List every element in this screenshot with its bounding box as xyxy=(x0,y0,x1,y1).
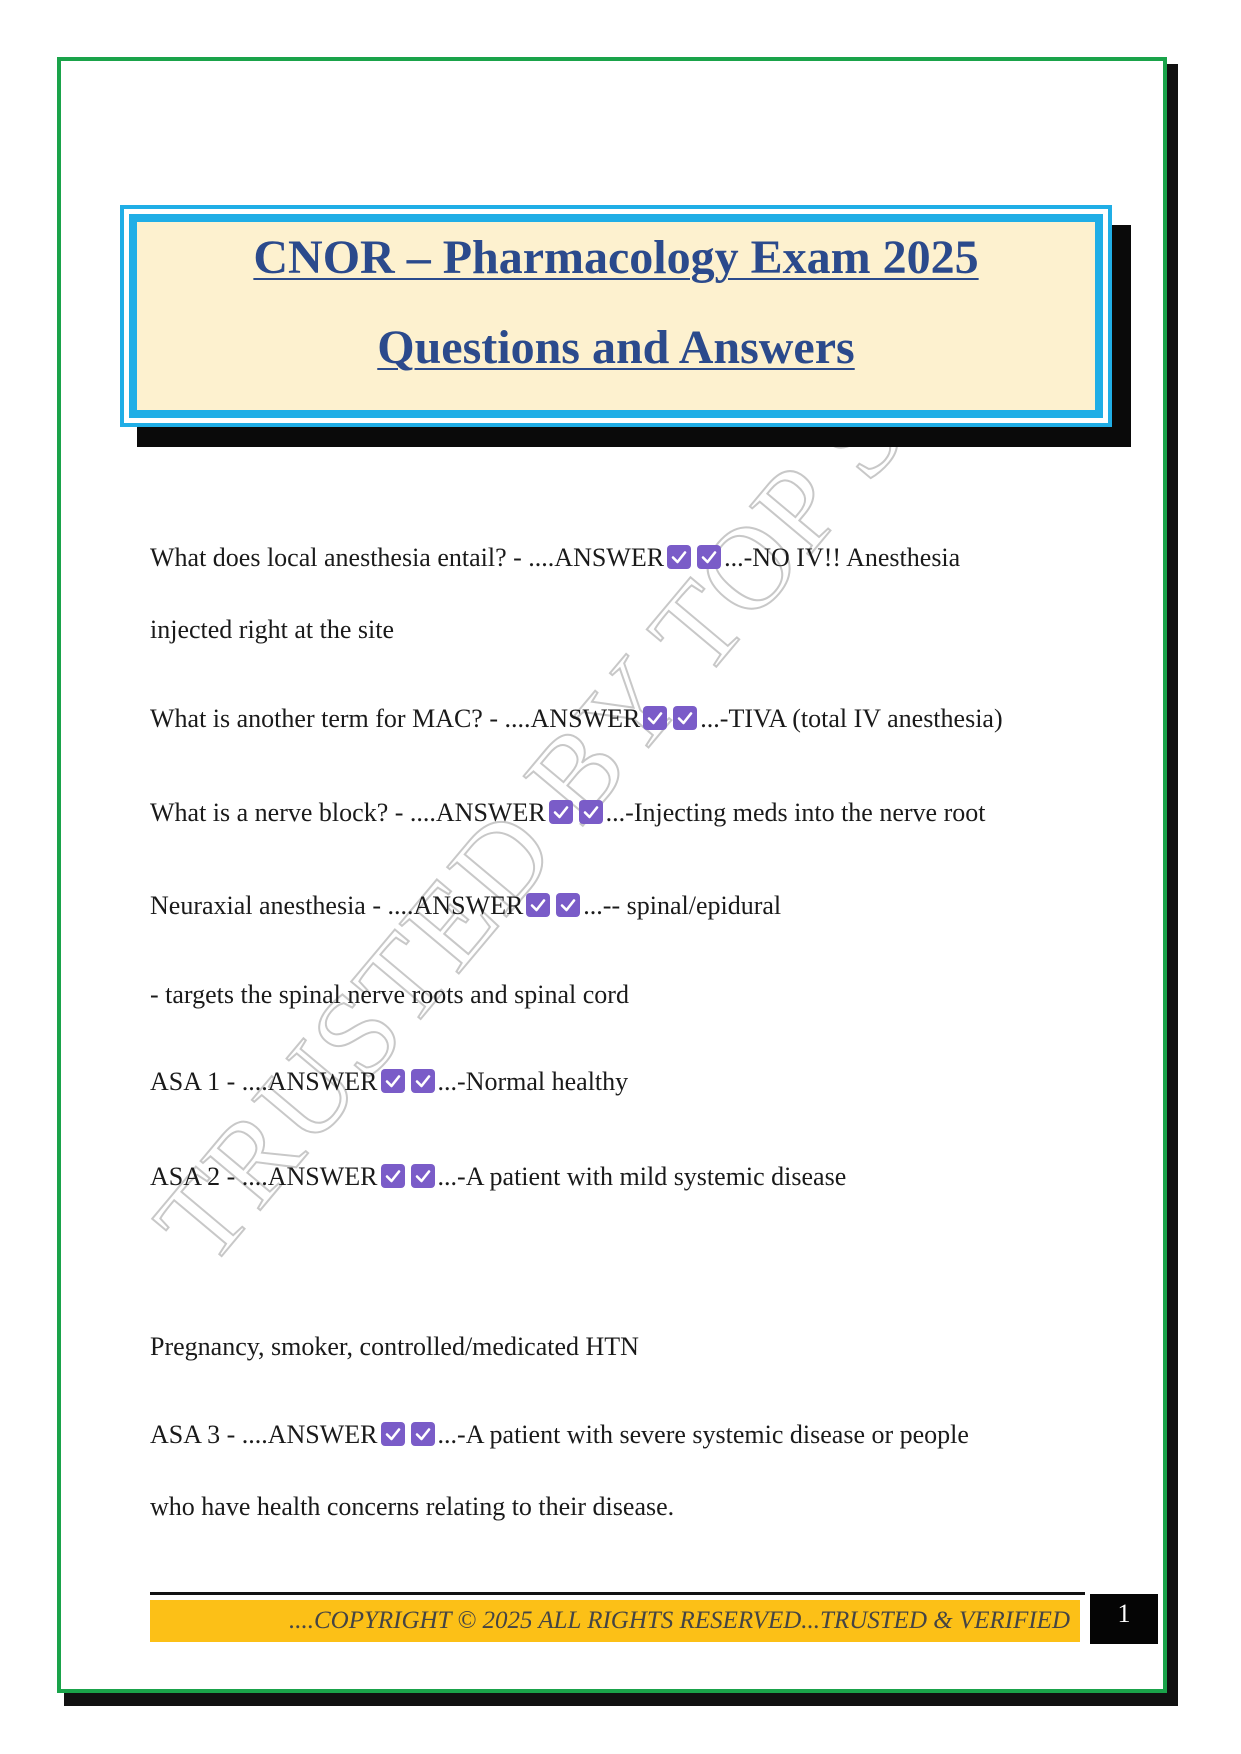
answer-text: Normal healthy xyxy=(465,1067,629,1096)
answer-suffix: ...- xyxy=(724,543,753,572)
continuation-text: who have health concerns relating to their disease. xyxy=(150,1492,675,1521)
qa-item xyxy=(150,889,1110,923)
question-text: ASA 2 - xyxy=(150,1162,242,1191)
answer-suffix: ...- xyxy=(437,1067,466,1096)
answer-marker: ....ANSWER xyxy=(387,891,524,920)
qa-item xyxy=(150,702,1110,736)
checkmark-icon xyxy=(411,1164,435,1188)
answer-marker: ....ANSWER xyxy=(241,1162,378,1191)
checkmark-icon xyxy=(526,893,550,917)
continuation-text: Pregnancy, smoker, controlled/medicated HTN xyxy=(150,1332,639,1361)
answer-marker: ....ANSWER xyxy=(241,1420,378,1449)
checkmark-icon xyxy=(667,545,691,569)
page-title: CNOR – Pharmacology Exam 2025 xyxy=(253,231,979,284)
answer-text: A patient with mild systemic disease xyxy=(465,1162,847,1191)
qa-item xyxy=(150,1160,1110,1194)
answer-suffix: ...- xyxy=(437,1162,466,1191)
footer-divider xyxy=(150,1592,1085,1595)
answer-suffix: ...- xyxy=(700,704,729,733)
answer-text: TIVA (total IV anesthesia) xyxy=(728,704,1003,733)
answer-marker: ....ANSWER xyxy=(409,798,546,827)
qa-item xyxy=(150,541,1110,575)
checkmark-icon xyxy=(381,1422,405,1446)
answer-suffix: ...- xyxy=(605,798,634,827)
footer-copyright: ....COPYRIGHT © 2025 ALL RIGHTS RESERVED...TRUSTED & VERIFIED xyxy=(288,1607,1070,1634)
answer-suffix: ...- xyxy=(583,891,612,920)
question-text: ASA 3 - xyxy=(150,1420,242,1449)
checkmark-icon xyxy=(697,545,721,569)
answer-marker: ....ANSWER xyxy=(528,543,665,572)
page-subtitle: Questions and Answers xyxy=(377,321,855,374)
checkmark-icon xyxy=(579,800,603,824)
qa-item xyxy=(150,796,1110,830)
checkmark-icon xyxy=(673,706,697,730)
checkmark-icon xyxy=(411,1422,435,1446)
checkmark-icon xyxy=(381,1164,405,1188)
qa-item xyxy=(150,1418,1110,1452)
checkmark-icon xyxy=(411,1069,435,1093)
question-text: What is another term for MAC? - xyxy=(150,704,505,733)
question-text: What does local anesthesia entail? - xyxy=(150,543,529,572)
answer-text: A patient with severe systemic disease or people xyxy=(465,1420,969,1449)
checkmark-icon xyxy=(381,1069,405,1093)
continuation-text: injected right at the site xyxy=(150,615,395,644)
checkmark-icon xyxy=(643,706,667,730)
answer-text: - spinal/epidural xyxy=(611,891,782,920)
checkmark-icon xyxy=(549,800,573,824)
answer-marker: ....ANSWER xyxy=(504,704,641,733)
question-text: What is a nerve block? - xyxy=(150,798,410,827)
qa-item xyxy=(150,1065,1110,1099)
page-number: 1 xyxy=(1090,1594,1158,1644)
continuation-text: - targets the spinal nerve roots and spinal cord xyxy=(150,980,629,1009)
question-text: ASA 1 - xyxy=(150,1067,242,1096)
answer-marker: ....ANSWER xyxy=(241,1067,378,1096)
question-text: Neuraxial anesthesia - xyxy=(150,891,388,920)
checkmark-icon xyxy=(556,893,580,917)
answer-suffix: ...- xyxy=(437,1420,466,1449)
answer-text: NO IV!! Anesthesia xyxy=(752,543,961,572)
answer-text: Injecting meds into the nerve root xyxy=(633,798,986,827)
